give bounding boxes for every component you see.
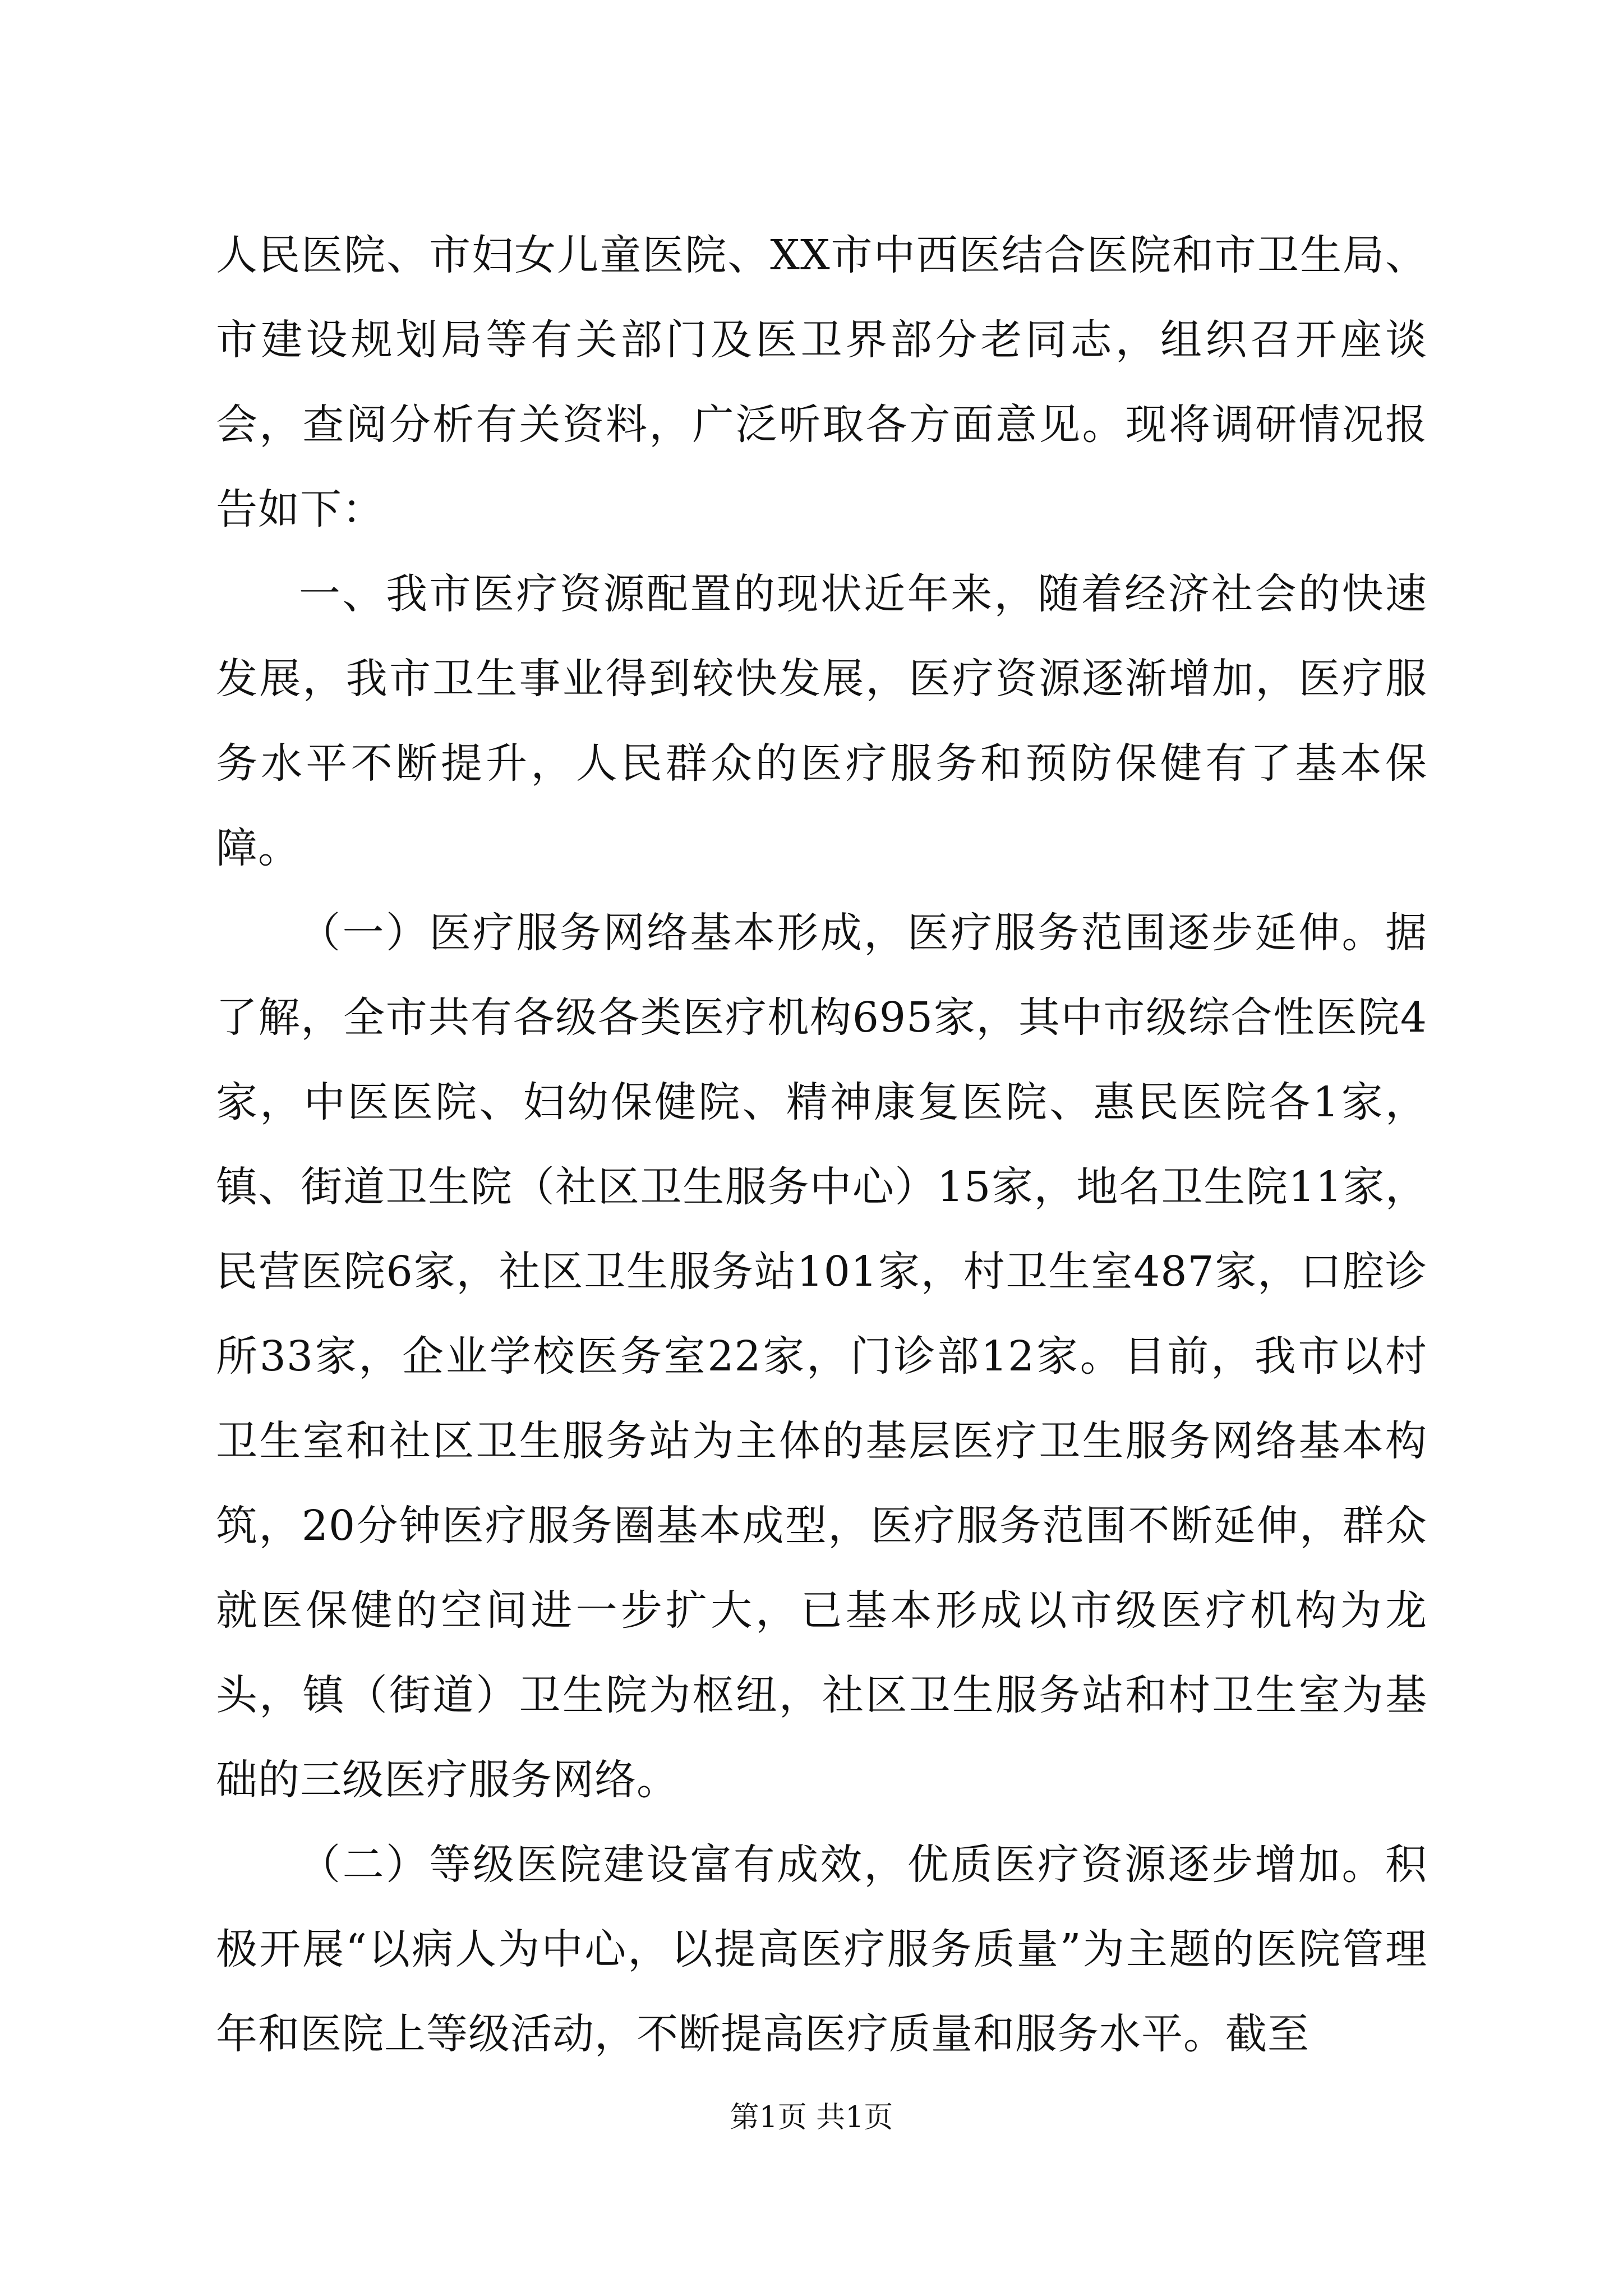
paragraph-subsection-one: （一）医疗服务网络基本形成，医疗服务范围逐步延伸。据了解，全市共有各级各类医疗机构695家，其中市级综合性医院4家，中医医院、妇幼保健院、精神康复医院、惠民医院各1家，镇、街道卫生院（社区卫生服务中心）15家，地名卫生院11家，民营医院6家，社区卫生服务站101家，村卫生室487家，口腔诊所33家，企业学校医务室22家，门诊部12家。目前，我市以村卫生室和社区卫生服务站为主体的基层医疗卫生服务网络基本构筑，20分钟医疗服务圈基本成型，医疗服务范围不断延伸，群众就医保健的空间进一步扩大，已基本形成以市级医疗机构为龙头，镇（街道）卫生院为枢纽，社区卫生服务站和村卫生室为基础的三级医疗服务网络。 bbox=[216, 909, 1427, 1804]
page-footer: 第1页 共1页 bbox=[730, 2101, 893, 2134]
document-body bbox=[216, 213, 1427, 2077]
paragraph-intro-continuation: 人民医院、市妇女儿童医院、XX市中西医结合医院和市卫生局、市建设规划局等有关部门及医卫界部分老同志，组织召开座谈会，查阅分析有关资料，广泛听取各方面意见。现将调研情况报告如下： bbox=[216, 231, 1427, 533]
paragraph-subsection-two: （二）等级医院建设富有成效，优质医疗资源逐步增加。积极开展“以病人为中心，以提高医疗服务质量”为主题的医院管理年和医院上等级活动，不断提高医疗质量和服务水平。截至 bbox=[216, 1841, 1427, 2058]
paragraph-section-one: 一、我市医疗资源配置的现状近年来，随着经济社会的快速发展，我市卫生事业得到较快发展，医疗资源逐渐增加，医疗服务水平不断提升，人民群众的医疗服务和预防保健有了基本保障。 bbox=[216, 570, 1427, 872]
